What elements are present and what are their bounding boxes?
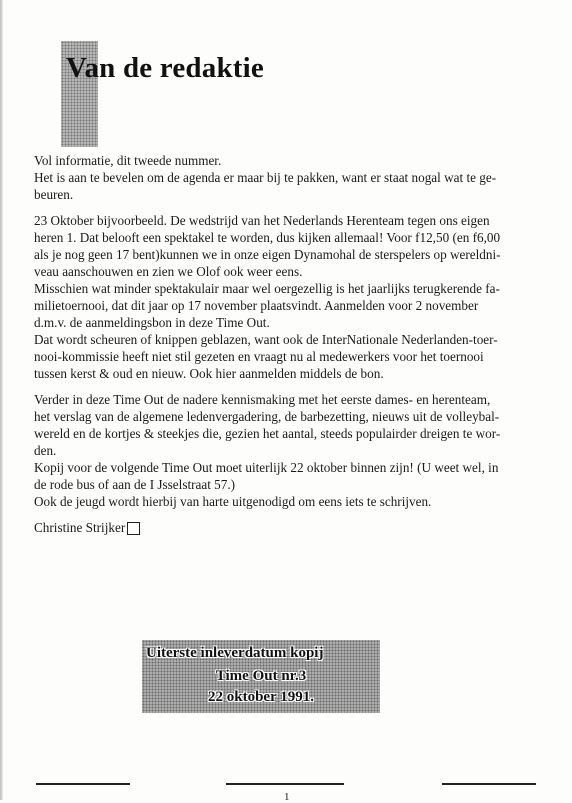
body-line: tussen kerst & oud en nieuw. Ook hier aanmelden middels de bon. <box>34 366 384 381</box>
body-line: Dat wordt scheuren of knippen geblazen, want ook de InterNationale Nederlanden-toer- <box>34 332 498 347</box>
body-line: het verslag van de algemene ledenvergadering, de barbezetting, nieuws uit de volleybal- <box>34 409 500 424</box>
body-line: Ook de jeugd wordt hierbij van harte uitgenodigd om eens iets te schrijven. <box>34 494 432 509</box>
page-number: 1 <box>284 791 290 803</box>
body-line: als je nog geen 17 bent)kunnen we in onze eigen Dynamohal de sterspelers op wereldni- <box>34 247 501 262</box>
checkbox-square-icon <box>127 522 140 535</box>
deadline-banner <box>142 640 380 713</box>
banner-line-1: Uiterste inleverdatum kopij <box>146 645 324 661</box>
body-line: Misschien wat minder spektakulair maar wel oergezellig is het jaarlijks terugkerende fa- <box>34 281 500 296</box>
signature-name: Christine Strijker <box>34 520 126 535</box>
body-line: milietoernooi, dat dit jaar op 17 november plaatsvindt. Aanmelden voor 2 november <box>34 298 479 313</box>
body-line: Vol informatie, dit tweede nummer. <box>34 153 222 168</box>
page-edge <box>0 0 3 800</box>
body-line: heren 1. Dat belooft een spektakel te worden, dus kijken allemaal! Voor f12,50 (en f6,00 <box>34 230 501 245</box>
body-line: d.m.v. de aanmeldingsbon in deze Time Out. <box>34 315 270 330</box>
footer-rule-right <box>442 783 536 785</box>
body-line: Het is aan te bevelen om de agenda er maar bij te pakken, want er staat nogal wat te ge- <box>34 170 497 185</box>
body-line: den. <box>34 443 57 458</box>
body-line: nooi-kommissie heeft niet stil gezeten en vraagt nu al medewerkers voor het toernooi <box>34 349 484 364</box>
footer-rule-center <box>226 783 344 785</box>
body-line: beuren. <box>34 187 74 202</box>
body-line: de rode bus of aan de I Jsselstraat 57.) <box>34 477 236 492</box>
banner-line-3: 22 oktober 1991. <box>208 689 314 705</box>
footer-rule-left <box>36 783 130 785</box>
body-line: 23 Oktober bijvoorbeeld. De wedstrijd van het Nederlands Herenteam tegen ons eigen <box>34 213 490 228</box>
body-line: veau aanschouwen en zien we Olof ook weer eens. <box>34 264 303 279</box>
page-title: Van de redaktie <box>66 52 264 84</box>
body-line: wereld en de kortjes & steekjes die, gezien het aantal, steeds populairder dreigen te wor- <box>34 426 501 441</box>
signature <box>34 519 140 536</box>
body-line: Kopij voor de volgende Time Out moet uiterlijk 22 oktober binnen zijn! (U weet wel, in <box>34 460 499 475</box>
body-line: Verder in deze Time Out de nadere kennismaking met het eerste dames- en herenteam, <box>34 392 491 407</box>
banner-line-2: Time Out nr.3 <box>215 668 307 684</box>
